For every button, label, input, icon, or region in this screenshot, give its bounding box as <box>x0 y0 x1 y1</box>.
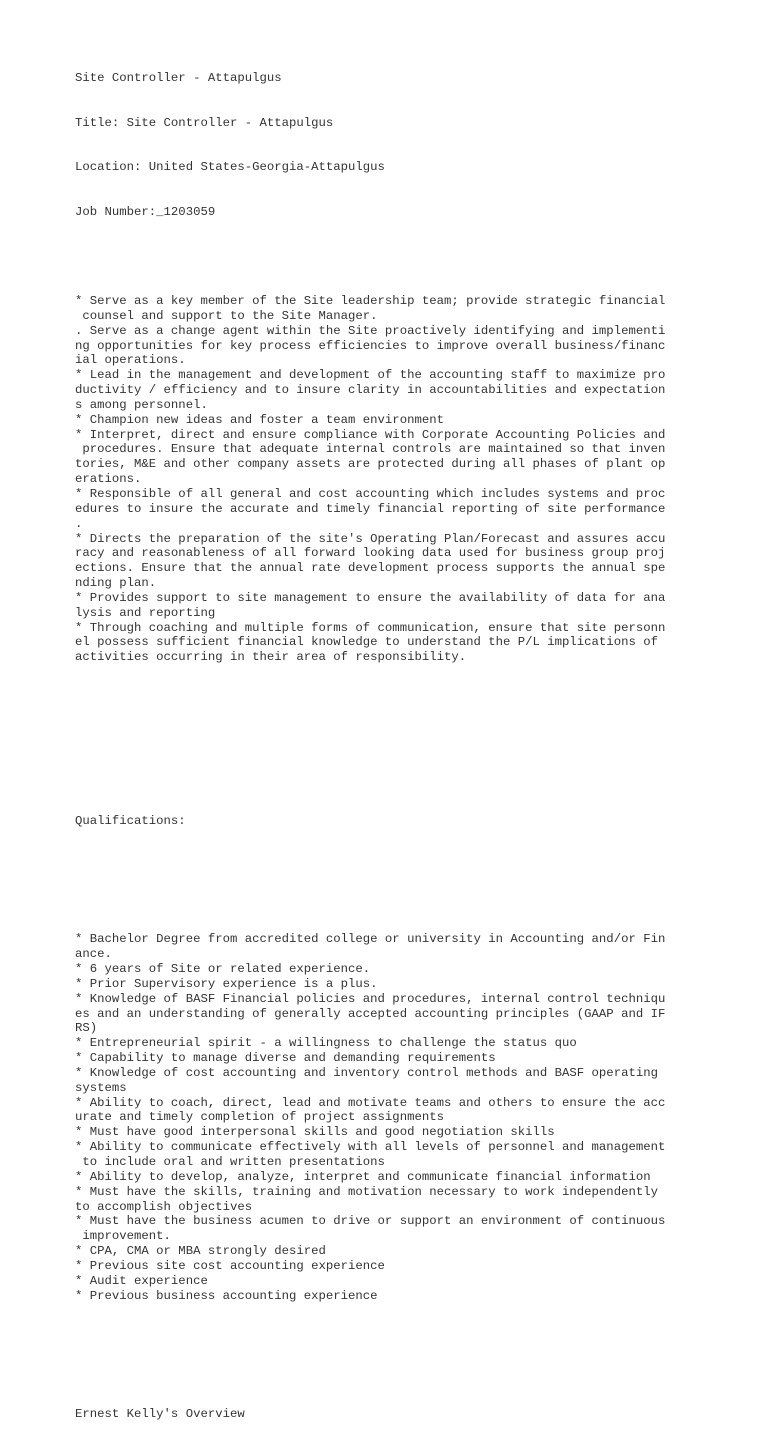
responsibility-line: * Champion new ideas and foster a team environment <box>75 412 444 427</box>
responsibility-line: * Lead in the management and development of the accounting staff to maximize pro <box>75 368 666 383</box>
responsibilities-list <box>75 294 755 665</box>
qualification-line: * Audit experience <box>75 1273 208 1288</box>
responsibility-line: s among personnel. <box>75 397 208 412</box>
responsibility-line: * Responsible of all general and cost accounting which includes systems and proc <box>75 487 666 501</box>
qualification-line: * Ability to communicate effectively with all levels of personnel and management <box>75 1140 666 1155</box>
responsibility-line: racy and reasonableness of all forward looking data used for business group proj <box>75 546 666 561</box>
job-number: Job Number:_1203059 <box>75 204 216 219</box>
responsibility-line: ng opportunities for key process efficiencies to improve overall business/financ <box>75 338 666 353</box>
responsibility-line: * Provides support to site management to ensure the availability of data for ana <box>75 590 666 605</box>
responsibility-line: nding plan. <box>75 576 157 591</box>
job-location: Location: United States-Georgia-Attapulgus <box>75 160 385 175</box>
qualification-line: * Previous site cost accounting experience <box>75 1258 385 1273</box>
responsibility-line: ductivity / efficiency and to insure clarity in accountabilities and expectation <box>75 383 666 398</box>
qualification-line: * Knowledge of cost accounting and inventory control methods and BASF operating <box>75 1065 658 1080</box>
responsibility-line: ections. Ensure that the annual rate development process supports the annual spe <box>75 561 666 576</box>
responsibility-line: tories, M&E and other company assets are protected during all phases of plant op <box>75 457 666 472</box>
responsibility-line: * Through coaching and multiple forms of communication, ensure that site personn <box>75 620 666 635</box>
responsibility-line: . <box>75 516 83 531</box>
spacer <box>75 873 755 888</box>
responsibility-line: procedures. Ensure that adequate internal controls are maintained so that inven <box>75 442 666 457</box>
responsibility-line: * Directs the preparation of the site's Operating Plan/Forecast and assures accu <box>75 531 666 546</box>
qualification-line: es and an understanding of generally accepted accounting principles (GAAP and IF <box>75 1006 666 1021</box>
job-title: Title: Site Controller - Attapulgus <box>75 115 334 130</box>
responsibility-line: edures to insure the accurate and timely financial reporting of site performance <box>75 501 666 516</box>
responsibility-line: erations. <box>75 472 142 487</box>
qualification-line: ance. <box>75 947 112 962</box>
qualification-line: * Previous business accounting experience <box>75 1288 378 1303</box>
responsibility-line: lysis and reporting <box>75 605 216 620</box>
qualification-line: * Prior Supervisory experience is a plus. <box>75 976 378 991</box>
qualification-line: * Ability to coach, direct, lead and motivate teams and others to ensure the acc <box>75 1095 666 1110</box>
qualification-line: urate and timely completion of project assignments <box>75 1110 444 1125</box>
responsibility-line: * Interpret, direct and ensure compliance with Corporate Accounting Policies and <box>75 427 666 442</box>
posting-header <box>75 42 755 250</box>
qualification-line: to accomplish objectives <box>75 1199 253 1214</box>
responsibility-line: ial operations. <box>75 353 186 368</box>
qualifications-list <box>75 932 755 1303</box>
qualification-line: * Must have good interpersonal skills and good negotiation skills <box>75 1125 555 1140</box>
qualification-line: * Capability to manage diverse and demanding requirements <box>75 1051 496 1066</box>
spacer <box>75 754 755 769</box>
qualification-line: RS) <box>75 1021 98 1036</box>
qualification-line: * Entrepreneurial spirit - a willingness to challenge the status quo <box>75 1036 577 1051</box>
qualification-line: * Bachelor Degree from accredited college or university in Accounting and/or Fin <box>75 932 666 947</box>
responsibility-line: . Serve as a change agent within the Site proactively identifying and implementi <box>75 323 666 338</box>
qualification-line: to include oral and written presentations <box>75 1154 385 1169</box>
responsibility-line: counsel and support to the Site Manager. <box>75 308 378 323</box>
spacer <box>75 1348 755 1363</box>
qualification-line: * Knowledge of BASF Financial policies and procedures, internal control techniqu <box>75 991 666 1006</box>
overview-heading: Ernest Kelly's Overview <box>75 1407 245 1422</box>
qualification-line: * Ability to develop, analyze, interpret and communicate financial information <box>75 1169 651 1184</box>
responsibility-line: el possess sufficient financial knowledge to understand the P/L implications of <box>75 635 658 650</box>
qualification-line: improvement. <box>75 1229 171 1244</box>
spacer <box>75 710 755 725</box>
qualifications-heading: Qualifications: <box>75 813 186 828</box>
qualification-line: * 6 years of Site or related experience. <box>75 962 371 976</box>
qualification-line: systems <box>75 1080 127 1095</box>
qualification-line: * Must have the skills, training and motivation necessary to work independently <box>75 1184 658 1199</box>
qualification-line: * CPA, CMA or MBA strongly desired <box>75 1244 326 1259</box>
job-posting-document <box>75 12 755 1437</box>
qualification-line: * Must have the business acumen to drive or support an environment of continuous <box>75 1214 666 1229</box>
responsibility-line: activities occurring in their area of responsibility. <box>75 650 467 665</box>
responsibility-line: * Serve as a key member of the Site leadership team; provide strategic financial <box>75 294 666 309</box>
document-title: Site Controller - Attapulgus <box>75 71 282 86</box>
